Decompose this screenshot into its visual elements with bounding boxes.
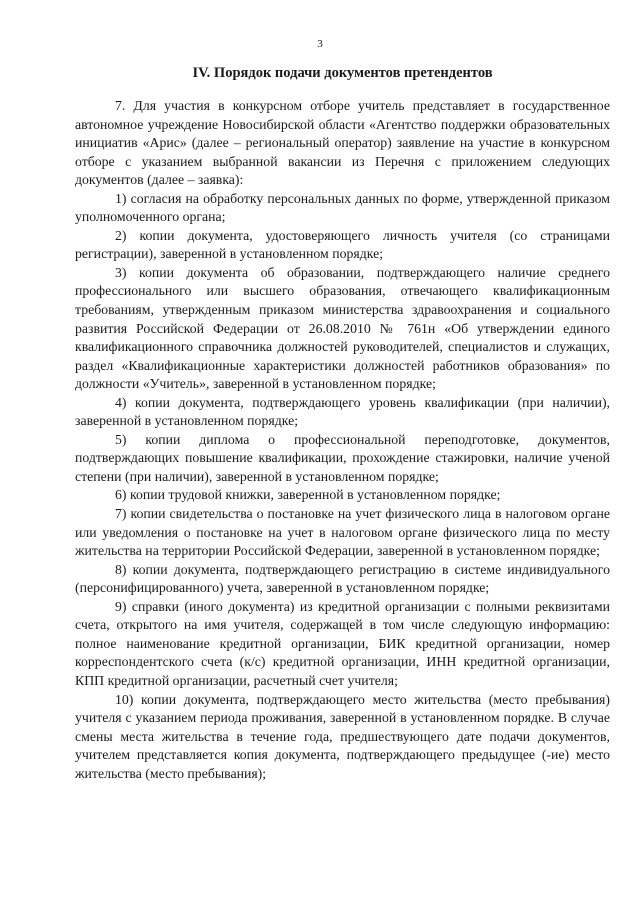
page-number: 3 [317, 38, 323, 50]
document-body [75, 97, 610, 783]
list-item-5: 5) копии диплома о профессиональной переподготовке, документов, подтверждающих повышение квалификации, прохождение стажировки, наличие ученой степени (при наличии), заверенной в установленном порядке; [75, 431, 610, 484]
list-item-9: 9) справки (иного документа) из кредитной организации с полными реквизитами счета, открытого на имя учителя, содержащей в том числе следующую информацию: полное наименование кредитной организации, БИК кредитной организации, номер корреспондентского счета (к/с) кредитной организации, ИНН кредитной организации, КПП кредитной организации, расчетный счет учителя; [75, 598, 610, 688]
paragraph-7-intro: 7. Для участия в конкурсном отборе учитель представляет в государственное автономное учреждение Новосибирской области «Агентство поддержки образовательных инициатив «Арис» (далее – региональный оператор) заявление на участие в конкурсном отборе с указанием выбранной вакансии из Перечня с приложением следующих документов (далее – заявка): [75, 98, 610, 188]
list-item-3: 3) копии документа об образовании, подтверждающего наличие среднего профессионального или высшего образования, отвечающего квалификационным требованиям, утвержденным приказом министерства здравоохранения и социального развития Российской Федерации от 26.08.2010 № 761н «Об утверждении единого квалификационного справочника должностей руководителей, специалистов и служащих, раздел «Квалификационные характеристики должностей работников образования» по должности «Учитель», заверенной в установленном порядке; [75, 264, 610, 392]
list-item-6: 6) копии трудовой книжки, заверенной в установленном порядке; [115, 487, 501, 503]
list-item-4: 4) копии документа, подтверждающего уровень квалификации (при наличии), заверенной в установленном порядке; [75, 394, 610, 429]
list-item-8: 8) копии документа, подтверждающего регистрацию в системе индивидуального (персонифицированного) учета, заверенной в установленном порядке; [75, 561, 610, 596]
list-item-10: 10) копии документа, подтверждающего место жительства (место пребывания) учителя с указанием периода проживания, заверенной в установленном порядке. В случае смены места жительства в течение года, предшествующего дате подачи документов, учителем представляется копия документа, подтверждающего предыдущее (-ие) место жительства (место пребывания); [75, 691, 610, 781]
list-item-2: 2) копии документа, удостоверяющего личность учителя (со страницами регистрации), заверенной в установленном порядке; [75, 227, 610, 262]
list-item-1: 1) согласия на обработку персональных данных по форме, утвержденной приказом уполномоченного органа; [75, 190, 610, 225]
section-title: IV. Порядок подачи документов претендентов [192, 65, 493, 81]
list-item-7: 7) копии свидетельства о постановке на учет физического лица в налоговом органе или уведомления о постановке на учет в налоговом органе физического лица по месту жительства на территории Российской Федерации, заверенной в установленном порядке; [75, 506, 610, 559]
